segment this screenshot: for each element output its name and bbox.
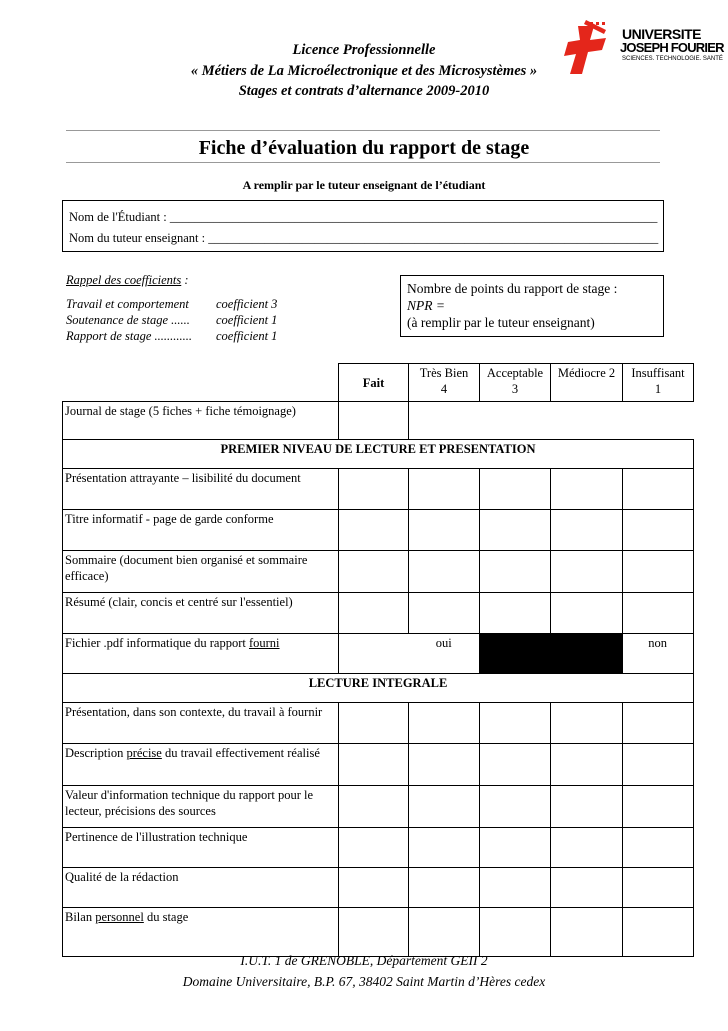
table-row [63,786,694,828]
rating-cell[interactable] [339,593,409,634]
pdf-non-cell[interactable]: non [623,634,694,674]
rating-cell[interactable] [409,786,480,828]
rating-cell[interactable] [623,828,694,868]
col-acceptable: Acceptable 3 [480,364,551,402]
rating-cell[interactable] [339,868,409,908]
row-label: Résumé (clair, concis et centré sur l'essentiel) [63,593,339,634]
coef-name: Travail et comportement [66,297,189,311]
npr-line-2: NPR = [407,298,445,313]
rating-cell[interactable] [551,744,623,786]
header-blank [63,364,339,402]
rating-cell[interactable] [480,469,551,510]
table-row [63,402,694,440]
col-tres-bien: Très Bien 4 [409,364,480,402]
rating-cell[interactable] [551,551,623,593]
col-fait: Fait [339,364,409,402]
row-label [63,908,339,957]
pdf-oui-cell[interactable]: oui [409,634,480,674]
rating-cell[interactable] [623,469,694,510]
table-row [63,868,694,908]
rating-cell[interactable] [623,786,694,828]
coef-value: coefficient 1 [216,313,278,327]
rating-cell[interactable] [339,551,409,593]
table-row [63,828,694,868]
blocked-cell [480,634,551,674]
row-label: Titre informatif - page de garde conforme [63,510,339,551]
table-row [63,703,694,744]
rating-cell[interactable] [551,510,623,551]
rating-cell[interactable] [339,744,409,786]
rating-cell[interactable] [623,744,694,786]
student-name-field[interactable]: Nom de l'Étudiant : ______________________________________________________________________________ [69,210,658,224]
page-title: Fiche d’évaluation du rapport de stage [198,137,530,159]
rule-top [66,130,660,131]
row-text-underlined: précise [126,746,162,760]
row-label: Pertinence de l'illustration technique [63,828,339,868]
npr-line-1: Nombre de points du rapport de stage : [407,281,618,296]
rating-cell[interactable] [480,908,551,957]
row-text: du stage [143,910,189,924]
table-row [63,510,694,551]
rating-cell[interactable] [339,703,409,744]
header-line-2: « Métiers de La Microélectronique et des Microsystèmes » [190,63,538,79]
logo-tagline: SCIENCES. TECHNOLOGIE. SANTÉ [622,56,723,62]
pdf-label: Fichier .pdf informatique du rapport [65,636,249,650]
rating-cell[interactable] [623,868,694,908]
header-line-1: Licence Professionnelle [292,42,436,58]
table-row [63,469,694,510]
rating-cell[interactable] [551,908,623,957]
rating-cell[interactable] [339,786,409,828]
coef-name: Rapport de stage ............ [66,329,193,343]
rating-cell[interactable] [480,551,551,593]
rating-cell[interactable] [339,510,409,551]
col-insuffisant: Insuffisant 1 [623,364,694,402]
rating-cell[interactable] [480,868,551,908]
rule-bottom [66,162,660,163]
rating-cell[interactable] [480,510,551,551]
section-row [63,674,694,703]
university-logo [560,18,724,80]
footer-line-1: I.U.T. 1 de GRENOBLE, Département GEII 2 [240,953,488,968]
rating-cell[interactable] [409,744,480,786]
row-label: Présentation attrayante – lisibilité du document [63,469,339,510]
rating-cell[interactable] [409,908,480,957]
table-row [63,744,694,786]
blocked-cell [551,634,623,674]
rating-cell[interactable] [409,469,480,510]
rating-cell[interactable] [623,510,694,551]
rating-cell[interactable] [551,828,623,868]
table-header-row [63,364,694,402]
rating-cell[interactable] [623,908,694,957]
rating-cell[interactable] [409,510,480,551]
rating-cell[interactable] [480,828,551,868]
coefficients-label: Rappel des coefficients [66,273,182,287]
row-text-underlined: personnel [95,910,144,924]
tutor-name-field[interactable]: Nom du tuteur enseignant : ________________________________________________________________________ [69,231,659,245]
rating-cell[interactable] [551,868,623,908]
rating-cell[interactable] [551,593,623,634]
table-row [63,593,694,634]
rating-cell[interactable] [480,744,551,786]
rating-cell[interactable] [623,551,694,593]
coef-value: coefficient 3 [216,297,278,311]
rating-cell[interactable] [480,703,551,744]
rating-cell[interactable] [339,828,409,868]
empty-cell [409,402,694,440]
rating-cell[interactable] [409,551,480,593]
coefficients-block [66,272,277,344]
section-title: PREMIER NIVEAU DE LECTURE ET PRESENTATION [63,440,694,469]
npr-box[interactable] [400,275,664,337]
row-text: Description [65,746,127,760]
row-label: Journal de stage (5 fiches + fiche témoignage) [63,402,339,440]
row-label: Qualité de la rédaction [63,868,339,908]
header-line-3: Stages et contrats d’alternance 2009-2010 [238,83,490,99]
coef-name: Soutenance de stage ...... [66,313,190,327]
table-row [63,908,694,957]
footer-line-2: Domaine Universitaire, B.P. 67, 38402 Saint Martin d’Hères cedex [182,974,546,989]
rating-cell[interactable] [339,402,409,440]
rating-cell[interactable] [339,469,409,510]
empty-cell [339,634,409,674]
rating-cell[interactable] [409,703,480,744]
table-row [63,634,694,674]
npr-line-3: (à remplir par le tuteur enseignant) [407,315,595,330]
col-mediocre: Médiocre 2 [551,364,623,402]
coef-value: coefficient 1 [216,329,278,343]
rating-cell[interactable] [339,908,409,957]
rating-cell[interactable] [551,469,623,510]
pdf-label-underlined: fourni [248,636,280,650]
page-subtitle: A remplir par le tuteur enseignant de l’étudiant [242,178,486,192]
rating-cell[interactable] [623,593,694,634]
table-row [63,551,694,593]
section-row [63,440,694,469]
rating-cell[interactable] [409,828,480,868]
rating-cell[interactable] [623,703,694,744]
rating-cell[interactable] [551,703,623,744]
section-title: LECTURE INTEGRALE [63,674,694,703]
names-box [62,200,664,252]
rating-cell[interactable] [480,593,551,634]
rating-cell[interactable] [409,593,480,634]
row-label: Valeur d'information technique du rapport pour le lecteur, précisions des sources [63,786,339,828]
row-label [63,744,339,786]
row-label: Sommaire (document bien organisé et sommaire efficace) [63,551,339,593]
row-text: du travail effectivement réalisé [161,746,320,760]
logo-line-name: JOSEPH FOURIER [620,40,724,55]
row-label [63,634,339,674]
rating-cell[interactable] [480,786,551,828]
logo-line-top: UNIVERSITE [622,26,702,42]
rating-cell[interactable] [551,786,623,828]
coefficients-colon: : [181,273,189,287]
row-label: Présentation, dans son contexte, du travail à fournir [63,703,339,744]
row-text: Bilan [65,910,96,924]
rating-cell[interactable] [409,868,480,908]
evaluation-table [62,363,694,957]
